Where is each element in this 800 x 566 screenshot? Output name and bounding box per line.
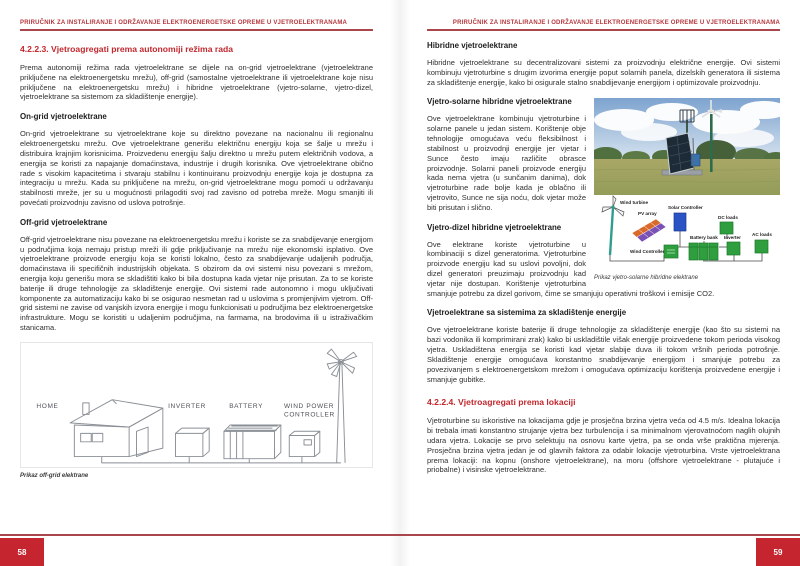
house-icon	[70, 400, 163, 457]
wiring-lines	[102, 456, 341, 462]
solar-paragraph: Ove vjetroelektrane kombinuju vjetroturbine i solarne panele u jedan sistem. Korištenje obje tehnologije omogućava veću fleksibilnost i stabilnost u proizvodnji energije jer vjetar i Sunce često imaju različite obrasce proizvodnje. Solarni paneli proizvode energiju kada nema vjetra (u sunčanim danima), dok vjetroturbine rade bolje kada je oblačno ili vjetrovito, Sunce ne sija noću, dok vjetar može biti prisutan i slično.	[427, 114, 586, 212]
running-header-left: PRIRUČNIK ZA INSTALIRANJE I ODRŽAVANJE ELEKTROENERGETSKE OPREME U VJETROELEKTRANAMA	[20, 20, 348, 26]
hybrid-heading: Hibridne vjetroelektrane	[427, 41, 518, 50]
hybrid-paragraph: Hibridne vjetroelektrane su decentralizovani sistemi za proizvodnju električne energije. Ovi sistemi kombinuju vjetroturbine s drugim izvorima energije poput solarnih panela, dizelskih generatora ili sistema za skladištenje energije, kako bi osigurale stalno snabdijevanje energijom i optimizovale proizvodnju.	[427, 58, 780, 87]
book-spine-shadow	[390, 0, 410, 566]
hybrid-plant-photo	[594, 98, 780, 195]
inverter-icon	[175, 428, 209, 456]
offgrid-paragraph: Off-grid vjetroelektrane nisu povezane na elektroenergetsku mrežu i koriste se za snabdijevanje energijom u područjima koja nemaju pristup mreži ili gdje priključivanje na mrežu nije ekonomski isplativo. Ove vjetroelektrane proizvode energiju koja se koristi lokalno, često za snabdijevanje udaljenih područja, domaćinstava ili specifičnih industrijskih objekata. S obzirom da ovi sistemi nisu povezani s mrežom, energija koju generišu mora se skladištiti kako bi bila dostupna kada vjetar nije prisutan. Za to se koriste baterije ili druge tehnologije za skladištenje energije. Ovi sistemi rade autonomno i mogu uključivati komponente za automatizaciju kako bi se osigurao nesmetan rad u uslovima s promjenjivim vjetrom. Off-grid sistemi ne zavise od vanjskih izvora energije i mogu funkcionisati u područjima bez elektroenergetske infrastrukture. Mogu se koristiti u udaljenim područjima, na farmama, na brodovima ili u istraživačkim stanicama.	[20, 234, 373, 333]
wind-controller-diagram-label: Wind Controller	[630, 249, 665, 255]
section-title-4223: 4.2.2.3. Vjetroagregati prema autonomiji režima rada	[20, 44, 234, 54]
wind-controller-icon	[289, 431, 320, 456]
dc-loads-label: DC loads	[718, 215, 738, 221]
section-title-4224: 4.2.2.4. Vjetroagregati prema lokaciji	[427, 397, 576, 408]
wind-power-controller-label-2: CONTROLLER	[284, 411, 335, 419]
header-rule-right	[427, 29, 780, 31]
running-header-right: PRIRUČNIK ZA INSTALIRANJE I ODRŽAVANJE ELEKTROENERGETSKE OPREME U VJETROELEKTRANAMA	[452, 20, 780, 26]
ongrid-heading: On-grid vjetroelektrane	[20, 112, 107, 122]
battery-bank-icon	[689, 243, 718, 260]
header-rule-left	[20, 29, 373, 31]
hybrid-figure-caption: Prikaz vjetro-solarne hibridne elektrane	[594, 275, 699, 282]
wind-turbine-diagram-label: Wind turbine	[620, 200, 649, 206]
inverter-diagram-icon	[727, 242, 740, 255]
page-number-59: 59	[756, 538, 800, 566]
ongrid-paragraph: On-grid vjetroelektrane su vjetroelektrane koje su direktno povezane na nacionalnu ili regionalnu elektroenergetsku mrežu. Ove vjetroelektrane generišu električnu energiju koja se šalje u mrežu i distribuira krajnjim korisnicima. Proizvedenu energiju šalju direktno u mrežu putem električnih vodova, a energija se koristi za napajanje domaćinstava, industrije i drugih korisnika. Ove vjetroelektrane obično rade s visokim kapacitetima i stvaraju stabilnu i kontinuiranu proizvodnju energije koja je dostupna za integraciju u mrežu. Kada su priključene na mrežu, on-grid vjetroelektrane mogu pomoći u održavanju stabilnosti mreže, jer su u mogućnosti prilagoditi svoj rad zavisno od potreba mreže. Mogu smanjiti ili povećati proizvodnju zavisno od uslova potrošnje.	[20, 129, 373, 207]
pv-array-label: PV array	[638, 211, 657, 217]
offgrid-system-drawing	[23, 347, 368, 465]
storage-heading: Vjetroelektrane sa sistemima za skladištenje energije	[427, 308, 627, 318]
battery-label: BATTERY	[229, 402, 264, 410]
offgrid-heading: Off-grid vjetroelektrane	[20, 217, 108, 227]
solar-controller-icon	[674, 213, 686, 231]
ac-loads-label: AC loads	[752, 232, 772, 238]
offgrid-figure	[20, 342, 373, 468]
wind-controller-diagram-icon	[664, 245, 678, 258]
home-label: HOME	[36, 402, 59, 410]
footer-rule	[0, 534, 800, 536]
solar-heading: Vjetro-solarne hibridne vjetroelektrane	[427, 97, 572, 107]
dc-loads-icon	[720, 222, 733, 234]
storage-paragraph: Ove vjetroelektrane koriste baterije ili druge tehnologije za skladištenje energije (kao što su sistemi na bazi vodonika ili komprimirani zrak) kako bi uskladištile višak energije proizvedene tokom perioda visokog vjetra. Uskladištena energija se koristi kad vjetar slabije duva ili tokom vršnih perioda potrošnje. Skladištenje energije omogućava konstantno snabdijevanje energijom i smanjuje potrebu za povezivanjem s elektroenergetskom mrežom i omogućava optimizaciju korištenja proizvedene energije i smanjuje gubitke.	[427, 325, 780, 384]
intro-paragraph: Prema autonomiji režima rada vjetroelektrane se dijele na on-grid vjetroelektrane (vjetroelektrane priključene na elektroenergetsku mrežu), off-grid (samostalne vjetroelektrane ili vjetroelektrane koje nisu priključene na elektroenergetsku mrežu) i hibridne vjetroelektrane (vjetro-solarne, vjetro-dizel, vjetroelektrane sa sistemom za skladištenje energije).	[20, 63, 373, 102]
diesel-heading: Vjetro-dizel hibridne vjetroelektrane	[427, 222, 562, 232]
page-59	[400, 0, 800, 566]
offgrid-figure-caption: Prikaz off-grid elektrane	[20, 472, 89, 479]
battery-bank-label: Battery bank	[690, 235, 718, 241]
location-paragraph: Vjetroturbine su iskoristive na lokacijama gdje je prosječna brzina vjetra veća od 4.5 m/s. Idealna lokacija bi trebala imati konstantno strujanje vjetra bez turbulencija i sa minimalnom vjerovatnoćom naglih olujnih udara vjetra. Lokacije se prvo selektuju na osnovu karte vjetra, pa se onda vrše praktična mjerenja. Prosječna brzina vjetra jedan je od glavnih faktora za odabir lokacije vjetroturbina. Vrste vjetroelektrana prema lokaciji: na kopnu (onshore vjetroelektrane), na moru (offshore vjetroelektrane - plutajuće i priobalne) i visinske vjetroelektrane.	[427, 416, 780, 475]
inverter-diagram-label: Inverter	[724, 235, 741, 241]
battery-icon	[224, 425, 281, 459]
hybrid-system-schematic	[594, 195, 780, 271]
wind-power-controller-label-1: WIND POWER	[284, 402, 335, 410]
ac-loads-icon	[755, 240, 768, 253]
hybrid-figure	[594, 98, 780, 281]
solar-controller-label: Solar Controller	[668, 205, 703, 211]
page-number-58: 58	[0, 538, 44, 566]
diesel-paragraph: Ove elektrane koriste vjetroturbine u kombinaciji s dizel generatorima. Vjetroturbine proizvode energiju kad su uslovi povoljni, dok dizel generatori preuzimaju proizvodnju kad vjetar nije dostupan. Korištenje vjetroturbina smanjuje potrebu za dizel gorivom, čime se smanjuju operativni troškovi i emisije CO2.	[427, 239, 715, 298]
inverter-label: INVERTER	[168, 402, 206, 410]
